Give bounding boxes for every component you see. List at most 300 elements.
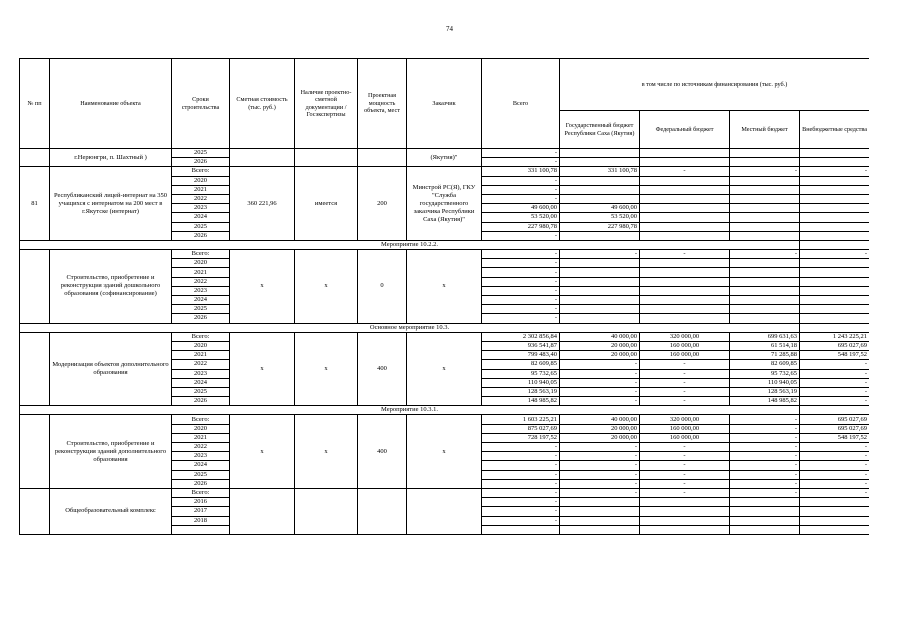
federal-budget-cell: - — [640, 488, 730, 497]
year-cell: 2020 — [172, 341, 230, 350]
federal-budget-cell: - — [640, 378, 730, 387]
estimated-cost: 360 221,96 — [230, 167, 295, 241]
federal-budget-cell — [640, 231, 730, 240]
total-cell: - — [482, 185, 560, 194]
year-cell: 2024 — [172, 461, 230, 470]
year-cell: 2025 — [172, 470, 230, 479]
extrabudgetary-cell: 548 197,52 — [800, 433, 870, 442]
local-budget-cell: - — [730, 479, 800, 488]
customer: x — [407, 415, 482, 489]
local-budget-cell: - — [730, 470, 800, 479]
total-cell: 128 563,19 — [482, 387, 560, 396]
extrabudgetary-cell: - — [800, 369, 870, 378]
total-cell: 82 609,85 — [482, 360, 560, 369]
estimated-cost: x — [230, 332, 295, 406]
header-local-budget: Местный бюджет — [730, 111, 800, 149]
estimated-cost: x — [230, 415, 295, 489]
extrabudgetary-cell: 695 027,69 — [800, 415, 870, 424]
extrabudgetary-cell: - — [800, 461, 870, 470]
federal-budget-cell: - — [640, 479, 730, 488]
extrabudgetary-cell: - — [800, 397, 870, 406]
total-cell: - — [482, 507, 560, 516]
object-number — [20, 415, 50, 489]
year-cell: 2025 — [172, 149, 230, 158]
federal-budget-cell: - — [640, 461, 730, 470]
year-cell: 2021 — [172, 185, 230, 194]
extrabudgetary-cell: - — [800, 443, 870, 452]
state-budget-cell — [560, 185, 640, 194]
total-cell: - — [482, 305, 560, 314]
local-budget-cell — [730, 259, 800, 268]
total-cell: - — [482, 158, 560, 167]
local-budget-cell: 71 285,88 — [730, 351, 800, 360]
state-budget-cell — [560, 149, 640, 158]
state-budget-cell — [560, 305, 640, 314]
section-row — [20, 240, 870, 249]
state-budget-cell: - — [560, 250, 640, 259]
extrabudgetary-cell — [800, 194, 870, 203]
estimated-cost — [230, 149, 295, 167]
year-cell — [172, 525, 230, 534]
customer: x — [407, 250, 482, 324]
state-budget-cell — [560, 259, 640, 268]
federal-budget-cell: 160 000,00 — [640, 424, 730, 433]
federal-budget-cell: - — [640, 470, 730, 479]
state-budget-cell: 53 520,00 — [560, 213, 640, 222]
year-cell: 2026 — [172, 314, 230, 323]
extrabudgetary-cell — [800, 277, 870, 286]
federal-budget-cell: 160 000,00 — [640, 351, 730, 360]
federal-budget-cell — [640, 305, 730, 314]
total-cell: 331 100,78 — [482, 167, 560, 176]
federal-budget-cell — [640, 525, 730, 534]
section-row — [20, 323, 870, 332]
total-cell: 53 520,00 — [482, 213, 560, 222]
total-cell: - — [482, 516, 560, 525]
local-budget-cell: - — [730, 461, 800, 470]
state-budget-cell: - — [560, 452, 640, 461]
local-budget-cell — [730, 268, 800, 277]
year-cell: 2021 — [172, 268, 230, 277]
federal-budget-cell — [640, 277, 730, 286]
local-budget-cell — [730, 231, 800, 240]
extrabudgetary-cell — [800, 286, 870, 295]
year-cell: 2022 — [172, 194, 230, 203]
total-cell: - — [482, 149, 560, 158]
year-cell: Всего: — [172, 167, 230, 176]
local-budget-cell — [730, 204, 800, 213]
extrabudgetary-cell — [800, 158, 870, 167]
table-body — [20, 149, 870, 535]
total-cell: - — [482, 488, 560, 497]
year-cell: 2021 — [172, 433, 230, 442]
year-cell: 2026 — [172, 158, 230, 167]
extrabudgetary-cell — [800, 185, 870, 194]
year-cell: 2023 — [172, 452, 230, 461]
table-row — [20, 488, 870, 497]
year-cell: 2018 — [172, 516, 230, 525]
object-name: Строительство, приобретение и реконструкция зданий дополнительного образования — [50, 415, 172, 489]
total-cell: 49 600,00 — [482, 204, 560, 213]
financing-table-container — [19, 58, 869, 580]
page-number: 74 — [446, 25, 453, 33]
year-cell: Всего: — [172, 488, 230, 497]
local-budget-cell: - — [730, 250, 800, 259]
total-cell: 95 732,65 — [482, 369, 560, 378]
section-title: Мероприятие 10.2.2. — [20, 240, 800, 249]
estimated-cost — [230, 488, 295, 534]
federal-budget-cell: - — [640, 167, 730, 176]
federal-budget-cell: 160 000,00 — [640, 341, 730, 350]
local-budget-cell: - — [730, 167, 800, 176]
state-budget-cell: 20 000,00 — [560, 341, 640, 350]
state-budget-cell: 20 000,00 — [560, 424, 640, 433]
customer: Минстрой РС(Я), ГКУ "Служба государственного заказчика Республики Саха (Якутия)" — [407, 167, 482, 241]
local-budget-cell — [730, 149, 800, 158]
local-budget-cell — [730, 516, 800, 525]
extrabudgetary-cell — [800, 516, 870, 525]
federal-budget-cell — [640, 516, 730, 525]
design-documentation: x — [295, 250, 358, 324]
state-budget-cell — [560, 176, 640, 185]
total-cell — [482, 525, 560, 534]
section-empty-cell — [800, 240, 870, 249]
table-row — [20, 250, 870, 259]
state-budget-cell: 331 100,78 — [560, 167, 640, 176]
local-budget-cell: 61 514,18 — [730, 341, 800, 350]
total-cell: 728 197,52 — [482, 433, 560, 442]
federal-budget-cell — [640, 222, 730, 231]
local-budget-cell — [730, 296, 800, 305]
header-object-name: Наименование объекта — [50, 59, 172, 149]
local-budget-cell: - — [730, 424, 800, 433]
total-cell: - — [482, 296, 560, 305]
federal-budget-cell — [640, 507, 730, 516]
total-cell: - — [482, 461, 560, 470]
local-budget-cell: 95 732,65 — [730, 369, 800, 378]
year-cell: 2026 — [172, 479, 230, 488]
object-name: Республиканский лицей-интернат на 350 учащихся с интернатом на 200 мест в г.Якутске (интернат) — [50, 167, 172, 241]
state-budget-cell: - — [560, 378, 640, 387]
local-budget-cell — [730, 158, 800, 167]
extrabudgetary-cell: - — [800, 452, 870, 461]
estimated-cost: x — [230, 250, 295, 324]
table-row — [20, 167, 870, 176]
object-name: г.Нерюнгри, п. Шахтный ) — [50, 149, 172, 167]
total-cell: 875 027,69 — [482, 424, 560, 433]
extrabudgetary-cell — [800, 305, 870, 314]
extrabudgetary-cell — [800, 176, 870, 185]
extrabudgetary-cell: 695 027,69 — [800, 341, 870, 350]
header-state-budget: Государственный бюджет Республики Саха (Якутия) — [560, 111, 640, 149]
federal-budget-cell — [640, 149, 730, 158]
design-capacity — [358, 149, 407, 167]
local-budget-cell — [730, 277, 800, 286]
header-total: Всего — [482, 59, 560, 149]
local-budget-cell — [730, 507, 800, 516]
federal-budget-cell: 320 000,00 — [640, 415, 730, 424]
state-budget-cell — [560, 231, 640, 240]
extrabudgetary-cell: 1 243 225,21 — [800, 332, 870, 341]
object-name: Строительство, приобретение и реконструкция зданий дошкольного образования (софинансирование) — [50, 250, 172, 324]
total-cell: - — [482, 268, 560, 277]
total-cell: - — [482, 259, 560, 268]
year-cell: 2024 — [172, 213, 230, 222]
total-cell: - — [482, 286, 560, 295]
header-federal-budget: Федеральный бюджет — [640, 111, 730, 149]
total-cell: - — [482, 479, 560, 488]
state-budget-cell: - — [560, 461, 640, 470]
financing-table — [19, 58, 869, 535]
year-cell: 2022 — [172, 443, 230, 452]
extrabudgetary-cell — [800, 213, 870, 222]
extrabudgetary-cell: - — [800, 479, 870, 488]
design-documentation: x — [295, 415, 358, 489]
local-budget-cell: 699 631,63 — [730, 332, 800, 341]
extrabudgetary-cell — [800, 296, 870, 305]
local-budget-cell: - — [730, 415, 800, 424]
federal-budget-cell — [640, 213, 730, 222]
year-cell: Всего: — [172, 332, 230, 341]
total-cell: - — [482, 452, 560, 461]
extrabudgetary-cell — [800, 231, 870, 240]
federal-budget-cell: - — [640, 443, 730, 452]
total-cell: 1 603 225,21 — [482, 415, 560, 424]
table-row — [20, 415, 870, 424]
total-cell: - — [482, 176, 560, 185]
state-budget-cell: - — [560, 479, 640, 488]
design-documentation — [295, 149, 358, 167]
state-budget-cell: - — [560, 360, 640, 369]
local-budget-cell — [730, 525, 800, 534]
local-budget-cell — [730, 213, 800, 222]
state-budget-cell — [560, 296, 640, 305]
state-budget-cell: - — [560, 387, 640, 396]
design-documentation — [295, 488, 358, 534]
design-capacity: 400 — [358, 415, 407, 489]
year-cell: 2023 — [172, 369, 230, 378]
federal-budget-cell: 160 000,00 — [640, 433, 730, 442]
year-cell: 2025 — [172, 387, 230, 396]
design-documentation: x — [295, 332, 358, 406]
federal-budget-cell — [640, 296, 730, 305]
local-budget-cell — [730, 222, 800, 231]
total-cell: - — [482, 194, 560, 203]
year-cell: 2023 — [172, 204, 230, 213]
federal-budget-cell: - — [640, 369, 730, 378]
federal-budget-cell: - — [640, 250, 730, 259]
extrabudgetary-cell: 695 027,69 — [800, 424, 870, 433]
state-budget-cell: - — [560, 443, 640, 452]
object-number — [20, 332, 50, 406]
extrabudgetary-cell: 548 197,52 — [800, 351, 870, 360]
total-cell: - — [482, 470, 560, 479]
state-budget-cell — [560, 516, 640, 525]
design-capacity: 200 — [358, 167, 407, 241]
total-cell: - — [482, 231, 560, 240]
total-cell: 148 985,82 — [482, 397, 560, 406]
object-name: Модернизация объектов дополнительного образования — [50, 332, 172, 406]
total-cell: 227 980,78 — [482, 222, 560, 231]
year-cell: 2025 — [172, 305, 230, 314]
extrabudgetary-cell — [800, 222, 870, 231]
state-budget-cell: 40 000,00 — [560, 332, 640, 341]
year-cell: 2022 — [172, 277, 230, 286]
extrabudgetary-cell: - — [800, 488, 870, 497]
state-budget-cell — [560, 268, 640, 277]
extrabudgetary-cell — [800, 498, 870, 507]
table-header — [20, 59, 870, 149]
total-cell: - — [482, 277, 560, 286]
extrabudgetary-cell — [800, 314, 870, 323]
local-budget-cell: 128 563,19 — [730, 387, 800, 396]
year-cell: 2021 — [172, 351, 230, 360]
extrabudgetary-cell — [800, 259, 870, 268]
year-cell: 2020 — [172, 424, 230, 433]
year-cell: 2025 — [172, 222, 230, 231]
total-cell: - — [482, 314, 560, 323]
local-budget-cell — [730, 185, 800, 194]
extrabudgetary-cell — [800, 268, 870, 277]
header-design-capacity: Проектная мощность объекта, мест — [358, 59, 407, 149]
section-empty-cell — [800, 406, 870, 415]
local-budget-cell — [730, 194, 800, 203]
customer — [407, 488, 482, 534]
extrabudgetary-cell — [800, 507, 870, 516]
object-number — [20, 488, 50, 534]
year-cell: 2026 — [172, 231, 230, 240]
federal-budget-cell: - — [640, 360, 730, 369]
table-row — [20, 149, 870, 158]
state-budget-cell: - — [560, 488, 640, 497]
object-number — [20, 250, 50, 324]
federal-budget-cell: - — [640, 452, 730, 461]
extrabudgetary-cell: - — [800, 378, 870, 387]
federal-budget-cell: - — [640, 397, 730, 406]
header-construction-period: Сроки строительства — [172, 59, 230, 149]
federal-budget-cell: - — [640, 387, 730, 396]
object-number — [20, 149, 50, 167]
federal-budget-cell — [640, 204, 730, 213]
state-budget-cell: - — [560, 470, 640, 479]
total-cell: - — [482, 498, 560, 507]
state-budget-cell: 20 000,00 — [560, 433, 640, 442]
state-budget-cell — [560, 286, 640, 295]
total-cell: - — [482, 250, 560, 259]
design-capacity — [358, 488, 407, 534]
state-budget-cell: - — [560, 369, 640, 378]
local-budget-cell — [730, 314, 800, 323]
section-empty-cell — [800, 323, 870, 332]
section-row — [20, 406, 870, 415]
header-design-documentation: Наличие проектно-сметной документации /Госэкспертизы — [295, 59, 358, 149]
federal-budget-cell — [640, 314, 730, 323]
total-cell: 110 940,05 — [482, 378, 560, 387]
year-cell: 2023 — [172, 286, 230, 295]
local-budget-cell: - — [730, 488, 800, 497]
table-row — [20, 332, 870, 341]
year-cell: 2020 — [172, 259, 230, 268]
object-name: Общеобразовательный комплекс — [50, 488, 172, 534]
extrabudgetary-cell: - — [800, 470, 870, 479]
state-budget-cell — [560, 277, 640, 286]
federal-budget-cell — [640, 194, 730, 203]
year-cell: Всего: — [172, 250, 230, 259]
local-budget-cell: - — [730, 443, 800, 452]
local-budget-cell: - — [730, 452, 800, 461]
state-budget-cell — [560, 507, 640, 516]
local-budget-cell — [730, 286, 800, 295]
total-cell: - — [482, 443, 560, 452]
federal-budget-cell — [640, 498, 730, 507]
state-budget-cell: 227 980,78 — [560, 222, 640, 231]
year-cell: 2022 — [172, 360, 230, 369]
extrabudgetary-cell: - — [800, 167, 870, 176]
state-budget-cell: 40 000,00 — [560, 415, 640, 424]
state-budget-cell — [560, 525, 640, 534]
extrabudgetary-cell: - — [800, 387, 870, 396]
local-budget-cell — [730, 305, 800, 314]
state-budget-cell: 49 600,00 — [560, 204, 640, 213]
year-cell: 2024 — [172, 296, 230, 305]
year-cell: 2026 — [172, 397, 230, 406]
year-cell: 2020 — [172, 176, 230, 185]
header-customer: Заказчик — [407, 59, 482, 149]
state-budget-cell — [560, 194, 640, 203]
section-title: Основное мероприятие 10.3. — [20, 323, 800, 332]
state-budget-cell: 20 000,00 — [560, 351, 640, 360]
year-cell: 2024 — [172, 378, 230, 387]
year-cell: 2017 — [172, 507, 230, 516]
total-cell: 799 483,40 — [482, 351, 560, 360]
total-cell: 936 541,87 — [482, 341, 560, 350]
header-extrabudgetary: Внебюджетные средства — [800, 111, 870, 149]
federal-budget-cell — [640, 268, 730, 277]
local-budget-cell — [730, 176, 800, 185]
extrabudgetary-cell — [800, 204, 870, 213]
design-documentation: имеется — [295, 167, 358, 241]
federal-budget-cell — [640, 185, 730, 194]
federal-budget-cell: 320 000,00 — [640, 332, 730, 341]
local-budget-cell: - — [730, 433, 800, 442]
object-number: 81 — [20, 167, 50, 241]
extrabudgetary-cell: - — [800, 250, 870, 259]
federal-budget-cell — [640, 286, 730, 295]
design-capacity: 400 — [358, 332, 407, 406]
header-funding-sources: в том числе по источникам финансирования (тыс. руб.) — [560, 59, 870, 111]
extrabudgetary-cell — [800, 149, 870, 158]
header-estimated-cost: Сметная стоимость (тыс. руб.) — [230, 59, 295, 149]
design-capacity: 0 — [358, 250, 407, 324]
local-budget-cell: 110 940,05 — [730, 378, 800, 387]
total-cell: 2 302 856,84 — [482, 332, 560, 341]
header-number: № пп — [20, 59, 50, 149]
federal-budget-cell — [640, 158, 730, 167]
extrabudgetary-cell — [800, 525, 870, 534]
extrabudgetary-cell: - — [800, 360, 870, 369]
state-budget-cell: - — [560, 397, 640, 406]
year-cell: Всего: — [172, 415, 230, 424]
state-budget-cell — [560, 158, 640, 167]
local-budget-cell: 148 985,82 — [730, 397, 800, 406]
customer: (Якутия)" — [407, 149, 482, 167]
local-budget-cell: 82 609,85 — [730, 360, 800, 369]
year-cell: 2016 — [172, 498, 230, 507]
federal-budget-cell — [640, 259, 730, 268]
section-title: Мероприятие 10.3.1. — [20, 406, 800, 415]
federal-budget-cell — [640, 176, 730, 185]
state-budget-cell — [560, 498, 640, 507]
